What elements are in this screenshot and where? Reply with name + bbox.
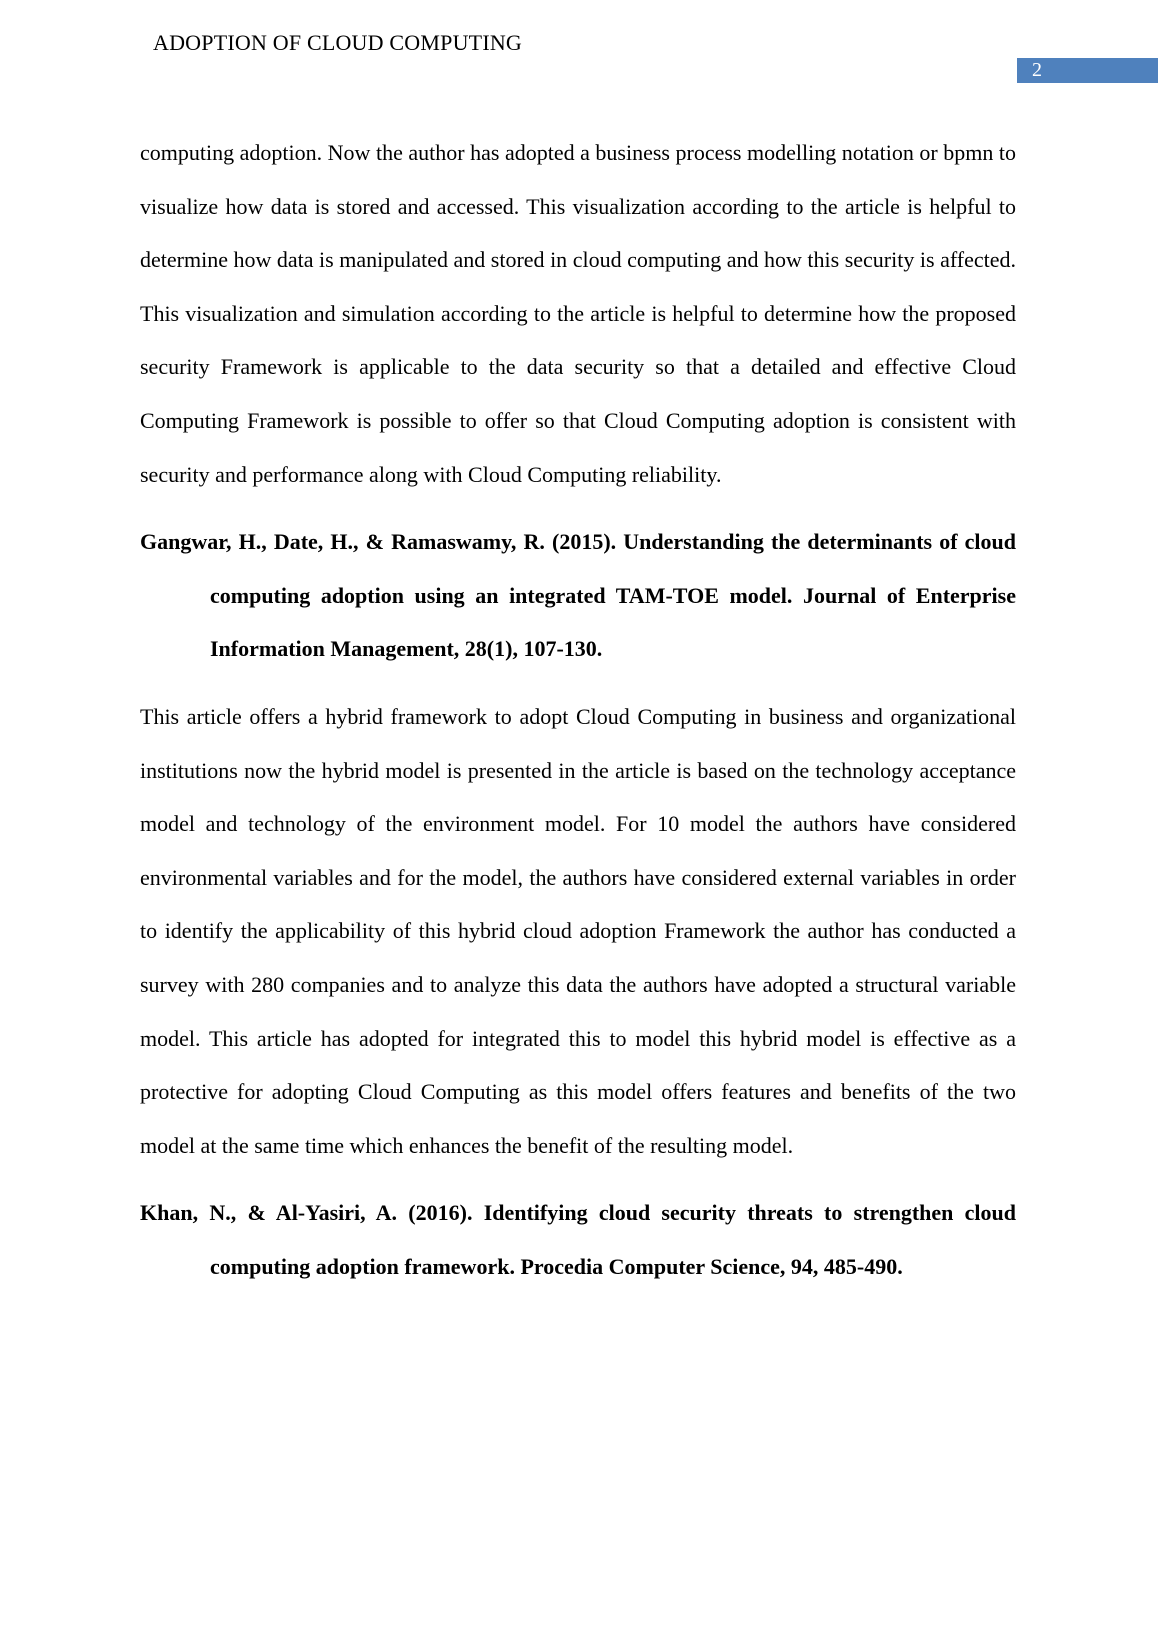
- reference-entry: Khan, N., & Al-Yasiri, A. (2016). Identifying cloud security threats to strengthen cloud computing adoption framework. Procedia Computer Science, 94, 485-490.: [140, 1200, 1016, 1279]
- body-paragraph: This article offers a hybrid framework to adopt Cloud Computing in business and organizational institutions now the hybrid model is presented in the article is based on the technology acceptance model and technology of the environment model. For 10 model the authors have considered environmental variables and for the model, the authors have considered external variables in order to identify the applicability of this hybrid cloud adoption Framework the author has conducted a survey with 280 companies and to analyze this data the authors have adopted a structural variable model. This article has adopted for integrated this to model this hybrid model is effective as a protective for adopting Cloud Computing as this model offers features and benefits of the two model at the same time which enhances the benefit of the resulting model.: [140, 703, 1016, 1158]
- page-number-badge: 2: [1017, 58, 1158, 83]
- running-head: ADOPTION OF CLOUD COMPUTING: [153, 30, 523, 55]
- document-body: [140, 126, 1016, 1307]
- body-paragraph: computing adoption. Now the author has adopted a business process modelling notation or bpmn to visualize how data is stored and accessed. This visualization according to the article is helpful to determine how data is manipulated and stored in cloud computing and how this security is affected. This visualization and simulation according to the article is helpful to determine how the proposed security Framework is applicable to the data security so that a detailed and effective Cloud Computing Framework is possible to offer so that Cloud Computing adoption is consistent with security and performance along with Cloud Computing reliability.: [140, 140, 1016, 487]
- reference-entry: Gangwar, H., Date, H., & Ramaswamy, R. (2015). Understanding the determinants of cloud computing adoption using an integrated TAM-TOE model. Journal of Enterprise Information Management, 28(1), 107-130.: [140, 529, 1016, 662]
